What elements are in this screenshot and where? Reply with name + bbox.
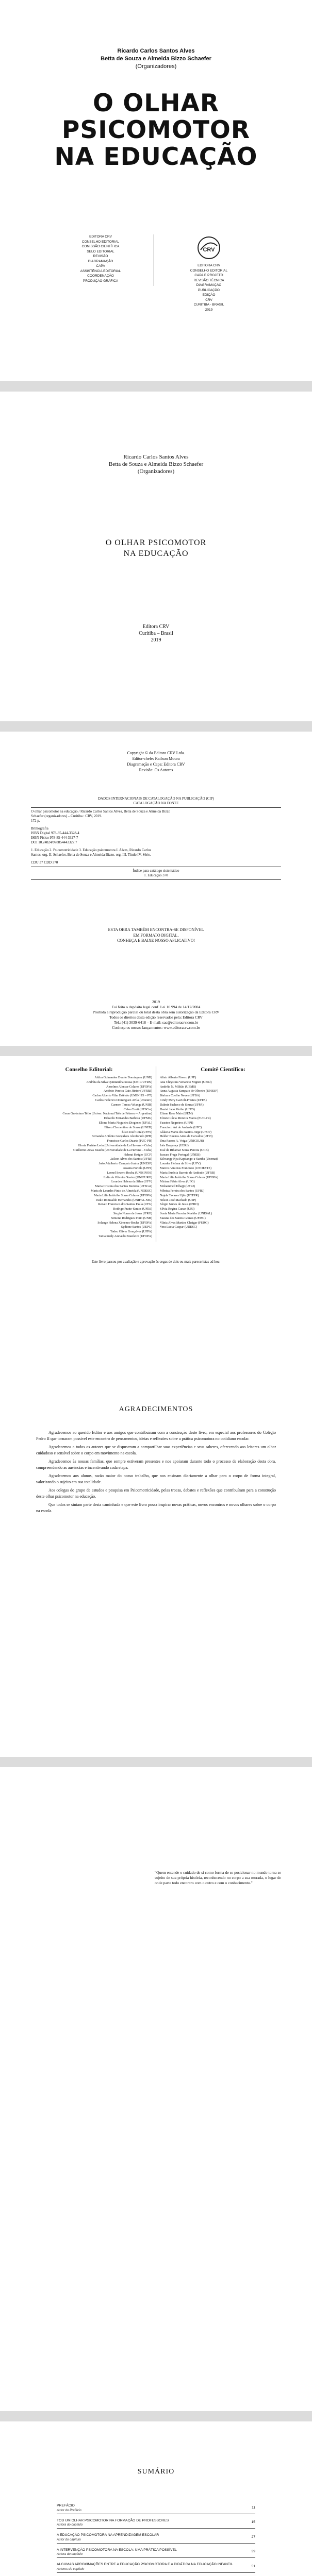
- copyright-line: Editor-chefe: Railson Moura: [132, 756, 180, 761]
- boards-and-acknowledgements-page: [0, 1056, 312, 1757]
- toc-entry-author: Autor do Prefácio: [57, 2508, 81, 2512]
- board-member: Sérgio Nunes de Jesus (IFRO): [113, 1211, 152, 1215]
- board-member: Ana Chrystina Venancio Mignot (UERJ): [160, 1080, 212, 1084]
- legal-line: Foi feito o depósito legal conf. Lei 10.994 de 14/12/2004: [111, 1005, 201, 1009]
- board-member: Jailson Alves dos Santos (UFRJ): [110, 1157, 152, 1161]
- crv-logo-icon: [193, 234, 224, 261]
- board-member: Anselmo Alencar Colares (UFOPA): [106, 1084, 152, 1089]
- toc-entry-title: PREFÁCIO: [57, 2504, 75, 2507]
- board-member: Simone Rodrigues Pinto (UNB): [111, 1216, 152, 1220]
- cip-line: ISBN Físico 978-85-444-3327-7: [31, 836, 78, 840]
- board-member: Daniel Jacó Pfeifer (UFFS): [160, 1107, 195, 1111]
- cover-credit-item: CAPA: [96, 264, 105, 268]
- board-member: Élsio José Corá (UFFS): [122, 1130, 152, 1134]
- cip-subtitle: CATALOGAÇÃO NA FONTE: [133, 801, 179, 805]
- cip-line: Schaefer (organizadores) – Curitiba : CRV, 2019.: [31, 814, 102, 818]
- board-member: Maria Lília Imbiriba Sousa Colares (UFOPA): [160, 1175, 219, 1179]
- board-member: Fernando Antônio Gonçalves Alcoforado (IPB): [91, 1134, 152, 1139]
- board-member: Renato Francisco dos Santos Paula (UFG): [98, 1202, 152, 1207]
- paragraph: Agradecemos às nossas famílias, que sempre estiveram presentes e nos apoiaram durante todo o processo de elaboração desta obra, compreendendo as ausências e incentivando cada etapa.: [36, 1459, 276, 1470]
- cip-rule: [31, 807, 281, 808]
- cover-title-line: O OLHAR: [92, 89, 220, 117]
- board-member: Cesar Gerónimo Tello (Univer. Nacional Três de Febrero – Argentina): [62, 1112, 152, 1116]
- editorial-board-list: [26, 1076, 152, 1239]
- title-page-author: Ricardo Carlos Santos Alves: [123, 454, 189, 460]
- toc-entry-author: Autor do capítulo: [57, 2537, 81, 2541]
- legal-line: Todos os direitos desta edição reservados pela: Editora CRV: [109, 1015, 203, 1020]
- cip-line: Santos. org. II. Schaefer, Betta de Souza e Almeida Bizzo. org. III. Título IV. Série.: [31, 853, 151, 857]
- board-member: Lourdes Helena da Silva (UFV): [160, 1162, 201, 1166]
- board-member: Celso Conti (UFSCar): [123, 1107, 152, 1111]
- board-member: Ilma Passos A. Veiga (UNICEUB): [160, 1139, 204, 1143]
- toc-entry-page: 27: [251, 2535, 255, 2539]
- board-member: Aldira Guimarães Duarte Domínguez (UNB): [94, 1076, 152, 1079]
- toc-entry-author: Autores do capítulo: [57, 2567, 85, 2571]
- board-member: Jussara Fraga Portugal (UNEB): [160, 1153, 201, 1157]
- copyright-page: [0, 732, 312, 1046]
- legal-line: Tel.: (41) 3039-6418 – E-mail: sac@editoracrv.com.br: [113, 1020, 199, 1025]
- board-member: Rodrigo Pratte-Santos (UFES): [113, 1207, 152, 1211]
- board-member: Eduardo Fernandes Barbosa (UFMG): [104, 1116, 152, 1121]
- board-member: Maria de Lourdes Pinto de Almeida (UNOESC): [91, 1189, 152, 1193]
- editorial-boards: [26, 1066, 286, 1247]
- board-member: João Adalberto Campato Junior (UNESP): [98, 1162, 152, 1166]
- digital-notice-line: CONHEÇA E BAIXE NOSSO APLICATIVO!: [117, 938, 195, 943]
- cip-title: DADOS INTERNACIONAIS DE CATALOGAÇÃO NA PUBLICAÇÃO (CIP): [98, 796, 214, 801]
- cip-line: 172 p.: [31, 819, 40, 823]
- board-member: Dalmir Pacheco de Souza (UFPA): [160, 1103, 204, 1107]
- toc-entry-rule: [57, 2528, 255, 2529]
- cover-credit-item: CRV: [205, 298, 212, 302]
- epigraph-page: [0, 1767, 312, 2411]
- cip-line: O olhar psicomotor na educação / Ricardo Carlos Santos Alves, Betta de Souza e Almeida Bizzo: [31, 809, 171, 814]
- toc-entry-page: 51: [251, 2564, 255, 2568]
- cover-credit-item: DIAGRAMAÇÃO: [88, 259, 113, 263]
- digital-notice: [0, 927, 312, 944]
- cip-rule: [31, 879, 281, 880]
- cover-credit-item: CAPA E PROJETO: [194, 274, 223, 277]
- board-member: Eliane Rose Maio (UEM): [160, 1112, 193, 1116]
- board-member: Sydione Santos (UEPG): [121, 1225, 152, 1229]
- cover-credits: [62, 234, 248, 343]
- cover-author: Betta de Souza e Almeida Bizzo Schaefer: [101, 56, 211, 62]
- crv-logo-text: CRV: [203, 247, 215, 253]
- cover-credit-item: PRODUÇÃO GRÁFICA: [83, 279, 119, 283]
- editorial-board-title: Conselho Editorial:: [65, 1066, 113, 1073]
- cover-title-line: NA EDUCAÇÃO: [54, 143, 258, 171]
- cip-block: [31, 796, 281, 882]
- contents-heading: SUMÁRIO: [137, 2468, 175, 2476]
- board-member: Carmen Tereza Velanga (UNIR): [111, 1103, 152, 1107]
- toc-entry-title: A INTERVENÇÃO PSICOMOTORA NA ESCOLA: UMA PRÁTICA POSSÍVEL: [57, 2548, 177, 2552]
- board-member: Gloria Fariñas León (Universidade de La Havana – Cuba): [78, 1143, 152, 1147]
- board-member: Elizeu Clementino de Souza (UNEB): [104, 1125, 152, 1129]
- cover-credit-item: SELO EDITORIAL: [87, 249, 114, 253]
- paragraph: Que todos se sintam parte desta caminhada e que este livro possa inspirar novas práticas, novos encontros e novos olhares sobre o corpo na escola.: [36, 1502, 276, 1513]
- toc-entry-rule: [57, 2543, 255, 2544]
- title-page-publisher: [0, 623, 312, 643]
- board-member: Sonia Maria Ferreira Koehler (UNISAL): [160, 1211, 212, 1215]
- toc-entry[interactable]: [57, 2548, 255, 2558]
- digital-notice-line: ESTA OBRA TAMBÉM ENCONTRA-SE DISPONÍVEL: [108, 927, 204, 932]
- board-member: Maria Eurácia Barreto de Andrade (UFRB): [160, 1171, 216, 1175]
- cover-credit-item: COORDENAÇÃO: [87, 274, 114, 278]
- board-member: Vera Lucia Gaspar (UDESC): [160, 1225, 197, 1229]
- board-member: Fauston Negreiros (UFPI): [160, 1121, 193, 1125]
- board-member: Elizete Lúcia Moreira Matos (PUC-PR): [160, 1116, 211, 1121]
- board-member: Andréia da Silva Quintanilha Sousa (UNIR/UFRN): [86, 1080, 152, 1084]
- board-member: Lourdes Helena da Silva (UFV): [111, 1180, 152, 1184]
- board-member: José de Ribamar Sousa Pereira (UCB): [160, 1148, 209, 1152]
- board-member: Solange Helena Ximenes-Rocha (UFOPA): [97, 1221, 152, 1225]
- toc-entry[interactable]: [57, 2533, 255, 2544]
- cover-credit-item: ASSISTÊNCIA EDITORIAL: [80, 269, 121, 273]
- title-page: [0, 392, 312, 721]
- toc-entry-author: Autora do capítulo: [57, 2523, 83, 2527]
- toc-entry-title: A EDUCAÇÃO PSICOMOTORA NA APRENDIZAGEM ESCOLAR: [57, 2533, 159, 2537]
- board-member: Elione Maria Nogueira Diogenes (UFAL): [98, 1121, 152, 1125]
- scientific-committee-list: [160, 1076, 286, 1230]
- cover-credit-item: COMISSÃO CIENTÍFICA: [81, 245, 120, 248]
- board-member: Carlos Alberto Vilar Estêvão (UMINHO – PT): [92, 1094, 152, 1098]
- title-page-author: Betta de Souza e Almeida Bizzo Schaefer: [108, 461, 204, 467]
- digital-notice-line: EM FORMATO DIGITAL.: [133, 933, 179, 938]
- cover-credit-item: CURITIBA - BRASIL: [193, 303, 224, 307]
- cover-credit-item: CONSELHO EDITORIAL: [81, 240, 120, 244]
- cip-line: Bibliografia: [31, 826, 48, 831]
- toc-entry-author: Autora do capítulo: [57, 2552, 83, 2556]
- cover-authors: [0, 47, 312, 71]
- legal-year: 2019: [152, 999, 160, 1004]
- cover-credits-right: [170, 234, 248, 312]
- toc-entry[interactable]: [57, 2519, 255, 2529]
- cip-line: ISBN Digital 978-85-444-3328-4: [31, 831, 79, 835]
- cover-credit-item: 2019: [205, 308, 213, 312]
- cover-author: Ricardo Carlos Santos Alves: [117, 48, 195, 54]
- peer-review-note: Este livro passou por avaliação e aprovação às cegas de dois ou mais pareceristas ad hoc.: [91, 1260, 221, 1264]
- cip-line: DOI 10.24824/978854443327.7: [31, 840, 77, 844]
- paragraph: Agradecemos aos alunos, razão maior do nosso trabalho, que nos ensinam diariamente a olhar para o corpo de forma integral, valorizando o sujeito em sua totalidade.: [36, 1473, 276, 1484]
- toc-entry-rule: [57, 2557, 255, 2558]
- board-member: Francisco Carlos Duarte (PUC-PR): [107, 1139, 152, 1143]
- cover-title: [0, 90, 312, 171]
- toc-entry-page: 15: [251, 2520, 255, 2524]
- legal-link[interactable]: Conheça os nossos lançamentos: www.editoracrv.com.br: [112, 1025, 200, 1030]
- cover-credit-item: REVISÃO TÉCNICA: [193, 278, 224, 282]
- publisher-name: Editora CRV: [142, 624, 170, 630]
- board-member: Andréia N. Militão (UEMS): [160, 1084, 196, 1089]
- acknowledgements-text: [36, 1430, 276, 1516]
- board-member: Tania Suely Azevedo Brasileiro (UFOPA): [98, 1234, 152, 1238]
- board-member: Mônica Pereira dos Santos (UFRJ): [160, 1189, 205, 1193]
- paragraph: Agradecemos a todos os autores que se dispuseram a compartilhar suas experiências e seus saberes, oferecendo aos leitores um olhar cuidadoso e sensível sobre o corpo em movimento na escola.: [36, 1445, 276, 1455]
- publisher-year: 2019: [151, 637, 161, 643]
- toc-entry[interactable]: [57, 2504, 255, 2514]
- cover-credit-item: DIAGRAMAÇÃO: [196, 283, 222, 287]
- cover-organizers-label: (Organizadores): [135, 63, 177, 70]
- epigraph: "Quem entende o cuidado de si como forma de se posicionar no mundo torna-se sujeito de sua própria história, reconhecendo no corpo a sua morada, o lugar de onde parte todo encontro com o outro e com o conhecimento.": [155, 1870, 281, 1885]
- board-member: Lídia de Oliveira Xavier (UNIEURO): [103, 1175, 152, 1179]
- cover-credit-item: EDITORA CRV: [89, 235, 112, 239]
- board-member: Tadeu Oliver Gonçalves (UFPA): [110, 1230, 152, 1234]
- paragraph: Aos colegas do grupo de estudos e pesquisa em Psicomotricidade, pelas trocas, debates e reflexões que contribuíram para a construção deste olhar psicomotor na educação.: [36, 1488, 276, 1499]
- scientific-committee: [160, 1066, 286, 1230]
- title-page-title-line: O OLHAR PSICOMOTOR: [105, 538, 207, 547]
- board-member: Anna Augusta Sampaio de Oliveira (UNESP): [160, 1089, 218, 1093]
- board-member: Sérgio Nunes de Jesus (IFRO): [160, 1202, 199, 1207]
- cover-title-line: PSICOMOTOR: [61, 116, 251, 144]
- legal-line: Proibida a reprodução parcial ou total desta obra sem autorização da Editora CRV: [92, 1010, 220, 1014]
- board-member: Francisco Ari de Andrade (UFC): [160, 1125, 202, 1129]
- board-member: Suzana dos Santos Gomes (UFMG): [160, 1216, 206, 1220]
- board-member: Inês Bragança (UERJ): [160, 1143, 189, 1147]
- title-page-organizers: (Organizadores): [137, 468, 175, 474]
- publisher-city: Curitiba – Brasil: [139, 631, 173, 636]
- cover-credit-item: REVISÃO: [93, 255, 108, 258]
- board-member: Mohammed Elhajji (UFRJ): [160, 1184, 195, 1189]
- cover-credit-item: CONSELHO EDITORIAL: [190, 268, 228, 273]
- cip-index-item: 1. Educação 370: [144, 873, 168, 877]
- cover-credit-item: EDIÇÃO: [202, 293, 216, 297]
- toc-entry-page: 11: [251, 2505, 255, 2510]
- toc-entry-title: ALGUMAS APROXIMAÇÕES ENTRE A EDUCAÇÃO PSICOMOTORA E A DIDÁTICA NA EDUCAÇÃO INFANTIL: [57, 2563, 233, 2567]
- toc-entry-title: TOD UM OLHAR PSICOMOTOR NA FORMAÇÃO DE PROFESSORES: [57, 2518, 169, 2522]
- board-member: Marcos Vinicius Francisco (UNOESTE): [160, 1166, 212, 1170]
- board-member: Kilwangy Kya Kapitango-a-Samba (Unemat): [160, 1157, 218, 1161]
- copyright-line: Diagramação e Capa: Editora CRV: [127, 762, 185, 767]
- cover-credit-item: PUBLICAÇÃO: [198, 288, 220, 292]
- board-member: Bárbara Coelho Neves (UFBA): [160, 1094, 201, 1098]
- board-member: Altair Alberto Fávero (UPF): [160, 1076, 196, 1079]
- board-member: Carlos Federico Dominguez Avila (Unieuro): [95, 1098, 152, 1102]
- board-member: Silvia Regina Canan (URI): [160, 1207, 195, 1211]
- cover-credit-item: EDITORA CRV: [198, 264, 220, 267]
- board-member: Guillermo Arias Beatón (Universidade de La Havana – Cuba): [73, 1148, 152, 1152]
- board-member: Josania Portela (UFPI): [123, 1166, 152, 1170]
- board-member: Maria Cristina dos Santos Bezerra (UFSCar): [95, 1184, 152, 1189]
- contents-list: [57, 2504, 255, 2576]
- copyright-line: Revisão: Os Autores: [139, 768, 173, 772]
- board-member: Nilson José Machado (USP): [160, 1198, 196, 1202]
- board-member: Najela Tavares Ujiie (UTFPR): [160, 1193, 199, 1197]
- cover-page: [0, 0, 312, 381]
- cover-credits-left: [62, 234, 139, 283]
- board-member: Gláucia Maria dos Santos Jorge (UFOP): [160, 1130, 212, 1134]
- title-page-title-line: NA EDUCAÇÃO: [123, 549, 189, 558]
- toc-entry-page: 39: [251, 2550, 255, 2554]
- board-member: Vânia Alves Martins Chaigar (FURG): [160, 1221, 209, 1225]
- scientific-committee-title: Comitê Científico:: [201, 1066, 245, 1073]
- cip-index-title: Índice para catálogo sistemático: [133, 869, 179, 873]
- cip-line: CDU 37 CDD 370: [31, 860, 58, 865]
- copyright-credits: [0, 750, 312, 773]
- board-member: Maria Lília Imbiriba Sousa Colares (UFOPA): [93, 1193, 152, 1197]
- paragraph: Agradecemos ao querido Editor e aos amigos que contribuíram com a construção deste livro, em especial aos professores do Colégio Pedro II que tornaram possível este encontro de pensamentos, ideias e reflexões sobre a prática psicomotora no cotidiano escolar.: [36, 1430, 276, 1441]
- toc-entry-rule: [57, 2572, 255, 2573]
- board-member: Leonel Severo Rocha (UNISINOS): [107, 1171, 152, 1175]
- copyright-line: Copyright © da Editora CRV Ltda.: [127, 751, 185, 755]
- board-member: Cindy Mery Gavioli-Prestes (UFPA): [160, 1098, 207, 1102]
- board-member: Paulo Romualdo Hernandes (UNIFAL-MG): [95, 1198, 152, 1202]
- cip-line: 1. Educação 2. Psicomotricidade 3. Educação psicomotora I. Alves, Ricardo Carlos: [31, 848, 152, 852]
- contents-page: [0, 2421, 312, 2576]
- title-page-title: [0, 537, 312, 559]
- board-member: Antônio Pereira Gaio Júnior (UFRRJ): [103, 1089, 152, 1093]
- title-page-authors: [0, 453, 312, 475]
- board-member: Helder Buenos Aires de Carvalho (UFPI): [160, 1134, 213, 1139]
- editorial-board: [26, 1066, 152, 1239]
- toc-entry[interactable]: [57, 2563, 255, 2573]
- legal-notice: [0, 999, 312, 1030]
- board-member: Helmut Krüger (UCP): [123, 1153, 152, 1157]
- acknowledgements-heading: AGRADECIMENTOS: [119, 1405, 193, 1413]
- board-member: Míriam Fábia Alves (UFG): [160, 1180, 195, 1184]
